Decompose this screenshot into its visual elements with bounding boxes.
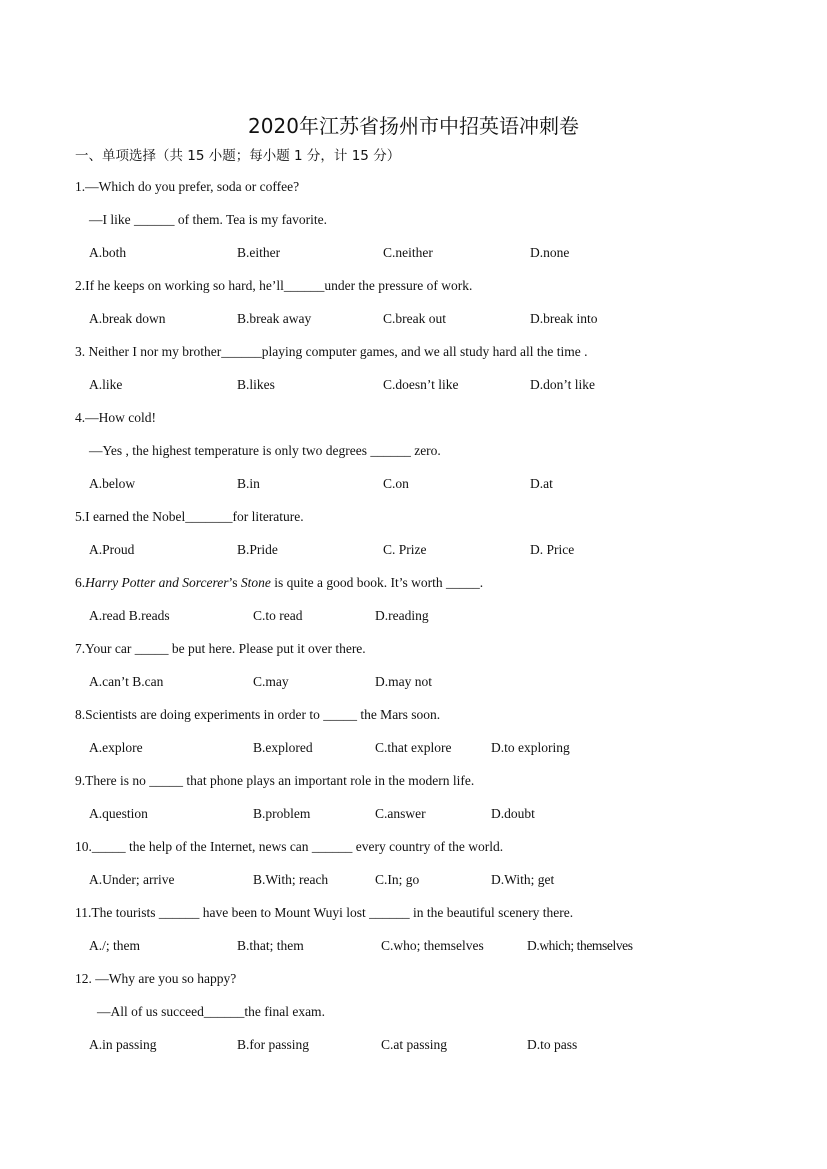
- option-d[interactable]: D.may not: [375, 674, 432, 689]
- question-stem: 7.Your car _____ be put here. Please put it over there.: [75, 641, 366, 656]
- option-d[interactable]: D.to pass: [527, 1037, 578, 1052]
- question-stem: [75, 572, 775, 605]
- option-a[interactable]: A.like: [89, 377, 123, 392]
- options-row: [75, 605, 775, 638]
- question-8: [75, 704, 775, 770]
- question-2: [75, 275, 775, 341]
- option-d[interactable]: D.none: [530, 245, 570, 260]
- options-row: [75, 242, 775, 275]
- options-row: [75, 473, 775, 506]
- question-stem: 10._____ the help of the Internet, news can ______ every country of the world.: [75, 839, 504, 854]
- book-title-end: Stone: [240, 575, 271, 590]
- options-row: [75, 374, 775, 407]
- option-c[interactable]: C.may: [253, 674, 289, 689]
- option-a-b[interactable]: A.can’t B.can: [89, 674, 164, 689]
- stem-prefix: 6.: [75, 575, 86, 590]
- option-d[interactable]: D. Price: [530, 542, 575, 557]
- option-a[interactable]: A.below: [89, 476, 136, 491]
- question-stem: 12. —Why are you so happy?: [75, 971, 237, 986]
- option-c[interactable]: C.In; go: [375, 872, 420, 887]
- question-stem: 4.—How cold!: [75, 410, 156, 425]
- option-b[interactable]: B.likes: [237, 377, 275, 392]
- question-stem: 8.Scientists are doing experiments in order to _____ the Mars soon.: [75, 707, 441, 722]
- options-row: [75, 308, 775, 341]
- question-stem: 2.If he keeps on working so hard, he’ll______under the pressure of work.: [75, 278, 473, 293]
- section-heading: 一、单项选择（共 15 小题；每小题 1 分，计 15 分）: [75, 148, 401, 164]
- option-a[interactable]: A.break down: [89, 311, 166, 326]
- stem-suffix: is quite a good book. It’s worth _____.: [270, 575, 484, 590]
- option-b[interactable]: B.break away: [237, 311, 312, 326]
- option-d[interactable]: D.which; themselves: [527, 938, 633, 953]
- option-c[interactable]: C.to read: [253, 608, 303, 623]
- question-11: [75, 902, 775, 968]
- option-a-b[interactable]: A.read B.reads: [89, 608, 170, 623]
- question-stem: 3. Neither I nor my brother______playing computer games, and we all study hard all the time .: [75, 344, 588, 359]
- question-stem-continued: —I like ______ of them. Tea is my favorite.: [89, 212, 328, 227]
- option-c[interactable]: C.who; themselves: [381, 938, 484, 953]
- option-d[interactable]: D.break into: [530, 311, 598, 326]
- option-c[interactable]: C.that explore: [375, 740, 452, 755]
- option-a[interactable]: A.both: [89, 245, 127, 260]
- option-d[interactable]: D.doubt: [491, 806, 535, 821]
- options-row: [75, 671, 775, 704]
- options-row: [75, 869, 775, 902]
- option-c[interactable]: C. Prize: [383, 542, 427, 557]
- question-stem: 5.I earned the Nobel_______for literature.: [75, 509, 304, 524]
- question-stem-continued: —All of us succeed______the final exam.: [97, 1004, 325, 1019]
- stem-mid: ’s: [228, 575, 241, 590]
- option-b[interactable]: B.Pride: [237, 542, 278, 557]
- option-d[interactable]: D.With; get: [491, 872, 555, 887]
- option-c[interactable]: C.answer: [375, 806, 426, 821]
- question-10: [75, 836, 775, 902]
- option-a[interactable]: A./; them: [89, 938, 140, 953]
- question-9: [75, 770, 775, 836]
- option-a[interactable]: A.Under; arrive: [89, 872, 175, 887]
- option-a[interactable]: A.explore: [89, 740, 143, 755]
- option-b[interactable]: B.for passing: [237, 1037, 309, 1052]
- option-d[interactable]: D.reading: [375, 608, 429, 623]
- option-a[interactable]: A.question: [89, 806, 148, 821]
- option-d[interactable]: D.to exploring: [491, 740, 570, 755]
- options-row: [75, 803, 775, 836]
- options-row: [75, 935, 775, 968]
- option-b[interactable]: B.explored: [253, 740, 313, 755]
- book-title: Harry Potter and Sorcerer: [85, 575, 229, 590]
- option-b[interactable]: B.that; them: [237, 938, 304, 953]
- question-stem: 9.There is no _____ that phone plays an important role in the modern life.: [75, 773, 475, 788]
- question-4: [75, 407, 775, 506]
- option-d[interactable]: D.don’t like: [530, 377, 595, 392]
- options-row: [75, 737, 775, 770]
- question-1: [75, 176, 775, 275]
- options-row: [75, 539, 775, 572]
- options-row: [75, 1034, 775, 1067]
- option-c[interactable]: C.at passing: [381, 1037, 447, 1052]
- option-b[interactable]: B.either: [237, 245, 281, 260]
- question-list: [75, 176, 775, 1067]
- option-b[interactable]: B.in: [237, 476, 260, 491]
- option-c[interactable]: C.on: [383, 476, 409, 491]
- question-3: [75, 341, 775, 407]
- question-stem: 11.The tourists ______ have been to Mount Wuyi lost ______ in the beautiful scenery there.: [75, 905, 574, 920]
- option-c[interactable]: C.doesn’t like: [383, 377, 459, 392]
- option-c[interactable]: C.neither: [383, 245, 433, 260]
- option-a[interactable]: A.Proud: [89, 542, 135, 557]
- question-12: [75, 968, 775, 1067]
- option-a[interactable]: A.in passing: [89, 1037, 157, 1052]
- option-b[interactable]: B.problem: [253, 806, 311, 821]
- question-5: [75, 506, 775, 572]
- question-stem-continued: —Yes , the highest temperature is only two degrees ______ zero.: [89, 443, 441, 458]
- option-b[interactable]: B.With; reach: [253, 872, 329, 887]
- page-title: 2020年江苏省扬州市中招英语冲刺卷: [248, 114, 579, 138]
- option-d[interactable]: D.at: [530, 476, 553, 491]
- question-stem: 1.—Which do you prefer, soda or coffee?: [75, 179, 300, 194]
- option-c[interactable]: C.break out: [383, 311, 446, 326]
- question-6: [75, 572, 775, 638]
- question-7: [75, 638, 775, 704]
